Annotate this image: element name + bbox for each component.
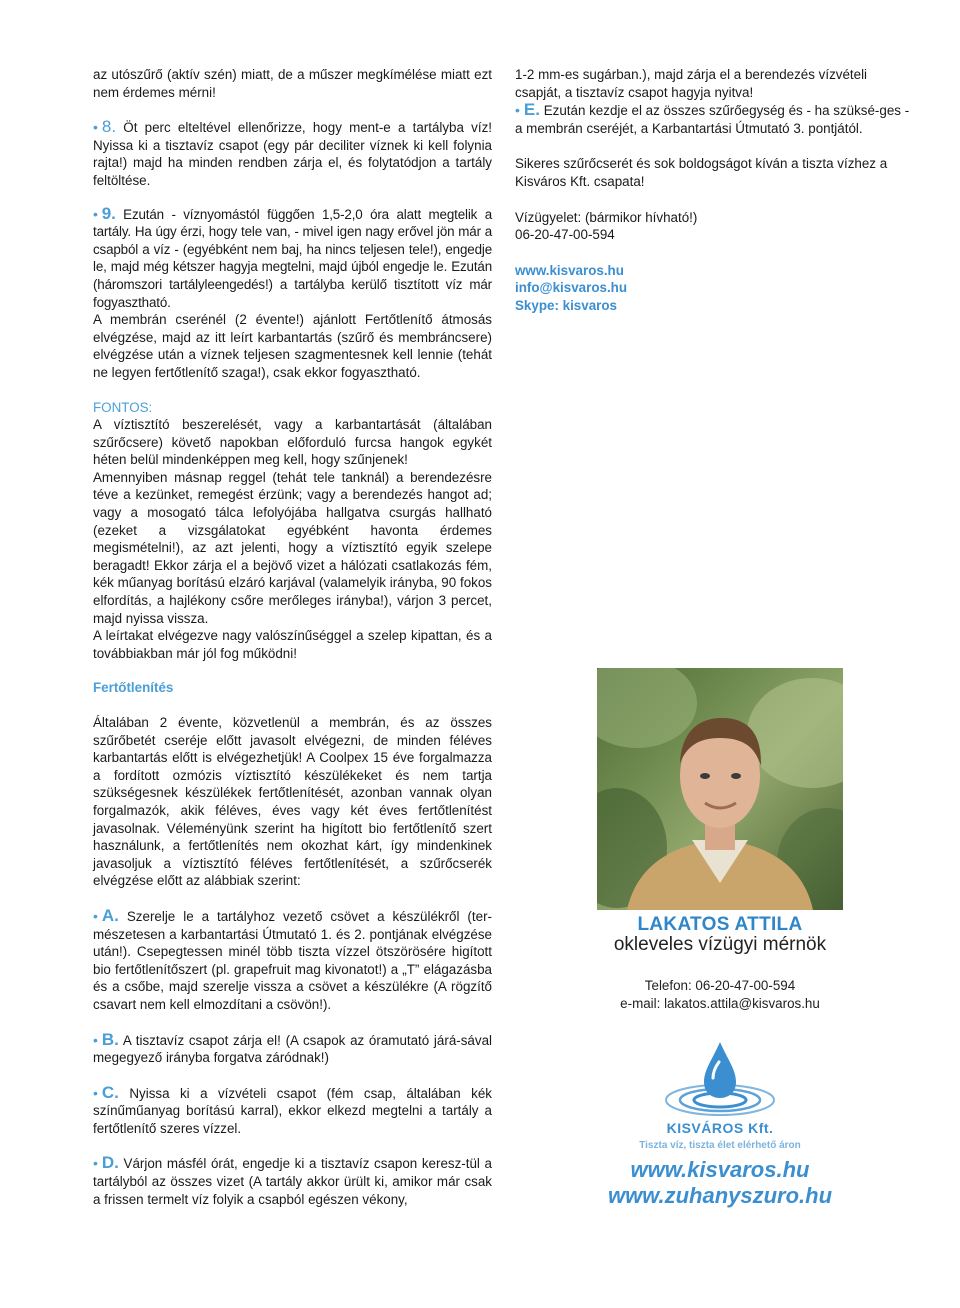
intro-paragraph: az utószűrő (aktív szén) miatt, de a műszer megkímélése miatt ezt nem érdemes mérni!: [93, 67, 492, 100]
contact-phone: Telefon: 06-20-47-00-594: [644, 978, 796, 994]
step-text: Ezután - víznyomástól függően 1,5-2,0 óra alatt megtelik a tartály.: [93, 206, 492, 240]
step-number: 9.: [101, 203, 116, 223]
fertotlenites-heading: Fertőtlenítés: [93, 680, 174, 696]
contact-email[interactable]: e-mail: lakatos.attila@kisvaros.hu: [620, 995, 820, 1011]
brand-url-2[interactable]: www.zuhanyszuro.hu: [607, 1183, 833, 1208]
step-text: Öt perc elteltével ellenőrizze, hogy ment-e a tartályba víz!: [123, 120, 492, 136]
step-b: [93, 1031, 492, 1067]
step-c: [93, 1084, 492, 1138]
website-link[interactable]: www.kisvaros.hu: [515, 262, 624, 278]
contact-card: [597, 916, 843, 1012]
bullet-icon: •: [93, 1084, 98, 1101]
closing-text: Sikeres szűrőcserét és sok boldogságot kíván a tiszta vízhez a Kisváros Kft. csapata!: [515, 156, 888, 189]
right-column: [515, 66, 915, 315]
bullet-icon: •: [515, 102, 520, 119]
step-number: 8.: [101, 117, 117, 137]
bullet-icon: •: [93, 907, 98, 924]
water-drop-ripple-icon: [660, 1038, 780, 1118]
bullet-icon: •: [93, 119, 98, 136]
brand-tagline: Tiszta víz, tiszta élet elérhető áron: [639, 1140, 801, 1151]
step-e: [515, 101, 915, 137]
step-text: ges - a membrán cseréjét, a Karbantartási Útmutató 3. pontjától.: [515, 103, 910, 136]
contact-title: okleveles vízügyi mérnök: [613, 933, 827, 955]
fontos-paragraph-3: A leírtakat elvégezve nagy valószínűséggel a szelep kipattan, és a továbbiakban már jól fog működni!: [93, 628, 492, 661]
left-column: [93, 66, 492, 1208]
step-text: Nyissa ki a vízvételi csapot (fém csap, általában kék színű: [93, 1085, 492, 1119]
fontos-paragraph-1: A víztisztító beszerelését, vagy a karbantartását (általában szűrőcsere) követő napokban előforduló furcsa hangok egykét héten belül mindenképpen meg kell, hogy szűnjenek!: [93, 417, 492, 468]
step-8: [93, 118, 492, 189]
step-text: Ezután kezdje el az összes szűrőegység és - ha szüksé-: [543, 103, 880, 119]
brand-url-1[interactable]: www.kisvaros.hu: [630, 1157, 810, 1182]
step-text: Nyissa ki a tisztavíz csapot (egy pár deciliter víznek ki kell folynia rajta!) majd ha minden rendben zárja el, és folytatódjon a tartály feltöltése.: [93, 137, 492, 188]
portrait-photo: [597, 668, 843, 910]
step-9-extra: A membrán cserénél (2 évente!) ajánlott Fertőtlenítő átmosás elvégzése, majd az itt leírt karbantartás (szűrő és membráncsere) elvégzése után a víznek teljesen szagmentesnek kell lennie (tehát ne legyen fertőtlenítő szaga!), csak ekkor fogyasztható.: [93, 312, 492, 380]
step-letter: D.: [101, 1153, 119, 1173]
fertotlenites-paragraph: Általában 2 évente, közvetlenül a membrán, és az összes szűrőbetét cseréje előtt javasolt elvégezni, de minden féléves karbantartás előtt is elvégezhetjük! A Coolpex 15 éve forgalmazza a fordított ozmózis víztisztító készülékeket és nem tartja szükségesnek készülékek fertőtlenítését, azonban vannak olyan forgalmazók, akik féléves, éves vagy két éves fertőtlenítést javasolnak. Véleményünk szerint ha higított bio fertőtlenítő szert használunk, a fertőtlenítés nem okozhat kárt, így mindenkinek javasoljuk a víztisztító féléves fertőtlenítését, a szűrőcserék elvégzése előtt az alábbiak szerint:: [93, 715, 492, 889]
step-letter: A.: [101, 905, 119, 925]
bullet-icon: •: [93, 1031, 98, 1048]
fontos-heading: FONTOS:: [93, 399, 153, 415]
bullet-icon: •: [93, 205, 98, 222]
brand-name: KISVÁROS Kft.: [666, 1120, 774, 1136]
duty-label: Vízügyelet: (bármikor hívható!): [515, 209, 698, 225]
step-9: [93, 205, 492, 312]
step-text: A tisztavíz csapot zárja el! (A csapok az óramutató járá-: [122, 1032, 461, 1048]
step-letter: E.: [523, 100, 540, 120]
person-silhouette: [597, 668, 843, 910]
step-text: sával megegyező irányba forgatva záródnak!): [93, 1032, 492, 1066]
continued-paragraph: 1-2 mm-es sugárban.), majd zárja el a berendezés vízvételi csapját, a tisztavíz csapot hagyja nyitva!: [515, 67, 868, 100]
step-text: tül a tartályból az összes vizet (A tartály akkor ürült ki, amikor már csak a frissen termelt víz folyik a csapból egészen vékony,: [93, 1156, 492, 1207]
step-text: mészetesen a karbantartási Útmutató 1. és 2. pontjának elvégzése után!). Csepegtessen minél több tiszta vízzel ötszörösére higított bio fertőtlenítőszert (pl. grapefruit mag kivonatot!) a „T” elágazásba és a csőbe, majd szerelje vissza a csövet a készülékre (A rögzítő csavart nem kell elmozdítani a csövön!).: [93, 926, 492, 1012]
contact-name: LAKATOS ATTILA: [637, 914, 803, 935]
duty-phone: 06-20-47-00-594: [515, 227, 615, 243]
step-text: műanyag borítású karral), ekkor elkezd megtelni a tartály a fertőtlenítő szeres vízzel.: [93, 1103, 492, 1136]
step-letter: B.: [101, 1029, 119, 1049]
step-d: [93, 1154, 492, 1208]
email-link[interactable]: info@kisvaros.hu: [515, 280, 628, 296]
bullet-icon: •: [93, 1155, 98, 1172]
step-text: Ha úgy érzi, hogy tele van, - mivel igen nagy erővel jön már a csapból a víz - (egyébként nem baj, ha nincs teljesen tele!), engedje le, majd még kétszer hagyja megtelni, majd újból engedje le. Ezután (háromszori tartályleengedés!) a tartályba kerülő tisztított víz már fogyasztható.: [93, 224, 492, 310]
step-text: Várjon másfél órát, engedje ki a tisztavíz csapon keresz-: [123, 1156, 466, 1172]
step-letter: C.: [101, 1082, 119, 1102]
fontos-paragraph-2: Amennyiben másnap reggel (tehát tele tanknál) a berendezésre téve a kezünket, remegést érzünk; vagy a berendezés hangot ad; vagy a mosogató tálca lefolyójába hallgatva csurgás hallható (ezeket a vizsgálatokat egyébként havonta érdemes megismételni!), az azt jelenti, hogy a víztisztító egyik szelepe beragadt! Ekkor zárja el a bejövő vizet a hálózati csatlakozás fém, kék műanyag borítású elzáró karjával (valamelyik irányba, 90 fokos elfordítás, a hajlékony csőre merőleges irányba!), várjon 3 percet, majd nyissa vissza.: [93, 469, 492, 626]
skype-link[interactable]: Skype: kisvaros: [515, 297, 617, 313]
step-a: [93, 907, 492, 1014]
step-text: Szerelje le a tartályhoz vezető csövet a készülékről (ter-: [126, 908, 492, 924]
